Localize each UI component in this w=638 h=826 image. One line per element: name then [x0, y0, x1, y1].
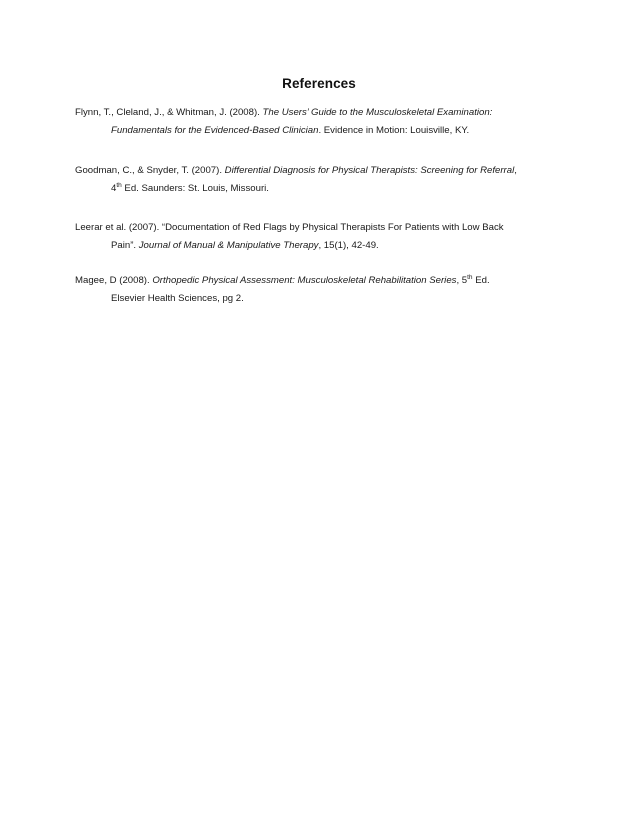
reference-authors-title: Leerar et al. (2007). “Documentation of Red Flags by Physical Therapists For Patients with Low Back: [75, 222, 504, 233]
reference-authors: Goodman, C., & Snyder, T. (2007).: [75, 165, 225, 176]
reference-publisher: . Evidence in Motion: Louisville, KY.: [318, 125, 470, 136]
reference-title-cont: Pain”.: [111, 240, 139, 251]
reference-line: [75, 104, 561, 122]
reference-volume: , 15(1), 42-49.: [318, 240, 379, 251]
reference-line: [75, 290, 561, 308]
reference-entry-flynn: [75, 104, 561, 140]
reference-publisher: Elsevier Health Sciences, pg 2.: [111, 293, 244, 304]
reference-edition-suffix: th: [116, 181, 122, 189]
reference-edition-number: 4: [111, 183, 117, 194]
reference-entry-goodman: [75, 162, 561, 198]
reference-line: [75, 180, 561, 198]
reference-line: [75, 237, 561, 255]
reference-punct: ,: [514, 165, 517, 176]
reference-title: The Users’ Guide to the Musculoskeletal Examination:: [262, 107, 493, 118]
reference-entry-magee: [75, 272, 561, 308]
reference-entry-leerar: [75, 219, 561, 255]
reference-line: [75, 162, 561, 180]
reference-authors: Flynn, T., Cleland, J., & Whitman, J. (2008).: [75, 107, 263, 118]
reference-edition-suffix: th: [467, 273, 473, 281]
reference-line: [75, 122, 561, 140]
reference-line: [75, 272, 561, 290]
reference-line: [75, 219, 561, 237]
page-title: References: [282, 76, 356, 91]
reference-authors: Magee, D (2008).: [75, 275, 153, 286]
reference-title: Orthopedic Physical Assessment: Musculoskeletal Rehabilitation Series: [152, 275, 457, 286]
reference-journal: Journal of Manual & Manipulative Therapy: [138, 240, 319, 251]
reference-title: Differential Diagnosis for Physical Therapists: Screening for Referral: [224, 165, 515, 176]
reference-edition-number: , 5: [456, 275, 468, 286]
reference-publisher: Ed. Saunders: St. Louis, Missouri.: [121, 183, 269, 194]
reference-edition-label: Ed.: [472, 275, 490, 286]
reference-title-cont: Fundamentals for the Evidenced-Based Clinician: [111, 125, 319, 136]
